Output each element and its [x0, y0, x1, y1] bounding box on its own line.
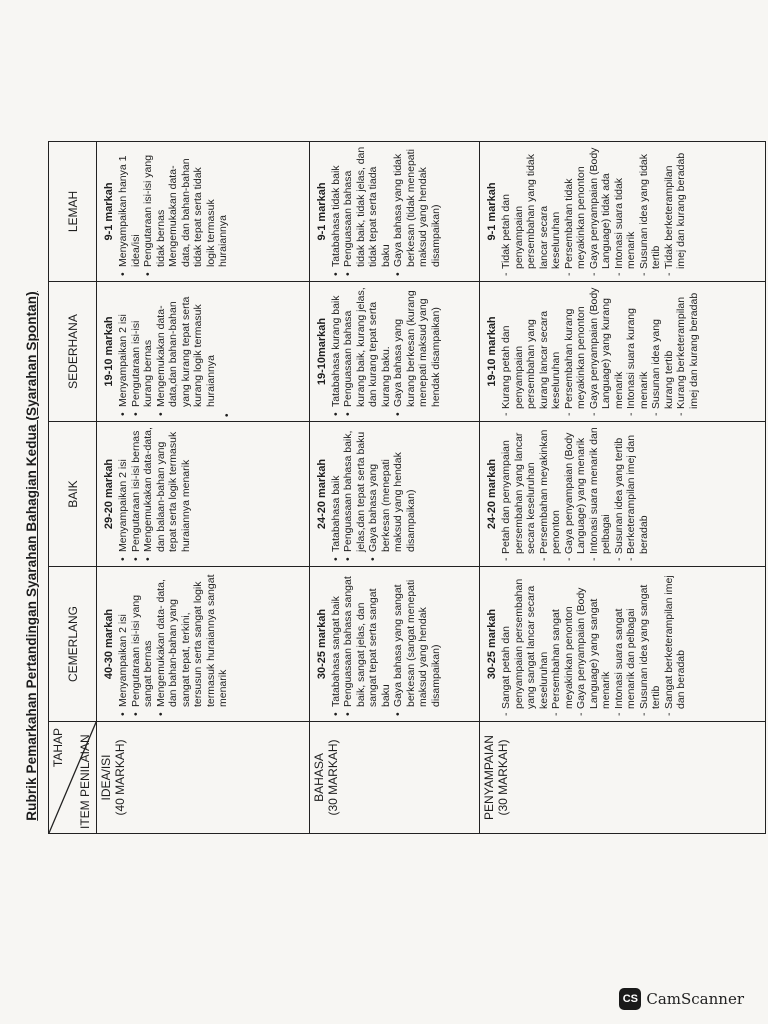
row-penyampaian [480, 142, 766, 834]
camscanner-watermark [619, 988, 744, 1010]
mark-range: 29-20 markah [103, 458, 116, 530]
criterion-cell [309, 722, 479, 834]
criterion-marks: (30 MARKAH) [496, 739, 511, 816]
mark-range: 30-25 markah [315, 608, 328, 680]
mark-range: 40-30 markah [103, 608, 116, 680]
mark-range: 9-1 markah [103, 182, 116, 241]
descriptor: • Menyampaikan 2 isi [117, 571, 130, 707]
level-header-lemah: LEMAH [49, 142, 97, 282]
descriptor: • Gaya bahasa yang tidak berkesan (tidak menepati maksud yang hendak disampaikan) [392, 146, 442, 267]
document-title: Rubrik Pemarkahan Pertandingan Syarahan Bahagian Kedua (Syarahan Spontan) [24, 291, 39, 821]
descriptor-list [117, 426, 192, 562]
descriptor: - Sangat petah dan penyampaian persembahan yang sangat lancar secara keseluruhan [500, 571, 550, 709]
descriptor: • Pengutaraan isi-isi yang sangat bernas [130, 571, 155, 707]
descriptor: • Pengutaraan isi-isi kurang bernas [130, 286, 155, 407]
level-header-cemerlang: CEMERLANG [49, 567, 97, 722]
descriptor: • Penguasaan bahasa baik, jelas,dan tepat serta baku [342, 426, 367, 552]
descriptor: • Mengemukakan data-data, dan balaan-bahan yang tepat serta logik termasuk huraiannya menarik [142, 426, 192, 552]
descriptor: - Susunan idea yang sangat tertib [638, 571, 663, 709]
descriptor: - Intonasi suara kurang menarik [625, 286, 650, 409]
descriptor-list [330, 571, 443, 717]
mark-range: 9-1 markah [486, 182, 499, 241]
descriptor: • Gaya bahasa yang sangat berkesan (sangat menepati maksud yang hendak disampaikan) [392, 571, 442, 707]
mark-range: 19-10 markah [486, 316, 499, 387]
header-row [49, 142, 97, 834]
descriptor: - Persembahan meyakinkan penonton [538, 426, 563, 554]
descriptor-list [330, 146, 443, 277]
descriptor: - Persembahan sangat meyakinkan penonton [550, 571, 575, 709]
descriptor: • Pengutaraan isi-isi yang tidak bernas Mengemukakan data-data, dan bahan-bahan tidak tepat serta tidak logik termasuk huraiannya [142, 146, 230, 267]
descriptor: • Penguasaan bahasa sangat baik, sangat jelas, dan sangat tepat serta sangat baku [342, 571, 392, 707]
descriptor-list [500, 286, 700, 417]
score-cell [97, 422, 310, 567]
descriptor-list [330, 426, 418, 562]
item-penilaian-label: ITEM PENILAIAN [78, 734, 93, 829]
mark-range: 30-25 markah [486, 608, 499, 680]
descriptor: - Kurang petah dan penyampaian persembahan yang kurang lancar secara keseluruhan [500, 286, 563, 409]
criterion-name: BAHASA [311, 753, 326, 802]
descriptor: - Kurang berketerampilan imej dan kurang beradab [675, 286, 700, 409]
descriptor: - Persembahan kurang meyakinkan penonton [563, 286, 588, 409]
descriptor: - Gaya penyampaian (Body Language) yang menarik [563, 426, 588, 554]
mark-range: 9-1 markah [315, 182, 328, 241]
descriptor: - Gaya penyampaian (Body Language) yang kurang menarik [588, 286, 626, 409]
mark-range: 24-20 markah [315, 458, 328, 530]
descriptor-list [500, 426, 650, 562]
score-cell [480, 142, 766, 282]
mark-range: 19-10 markah [103, 316, 116, 387]
tahap-label: TAHAP [51, 728, 65, 768]
criterion-cell [480, 722, 766, 834]
descriptor: • Gaya bahasa yang berkesan (menepati maksud yang hendak disampaikan) [367, 426, 417, 552]
descriptor: - Intonasi suara menarik dan pelbagai [588, 426, 613, 554]
level-header-baik: BAIK [49, 422, 97, 567]
descriptor: • Mengemukakan data-data,dan bahan-bahan yang kurang tepat serta kurang logik termasuk huraiannya [155, 286, 218, 407]
mark-range: 24-20 markah [486, 458, 499, 530]
descriptor: • Gaya bahasa yang kurang berkesan (kurang menepati maksud yang hendak disampaikan) [392, 286, 442, 407]
descriptor: - Persembahan tidak meyakinkan penonton [563, 146, 588, 269]
descriptor: • Penguasaan bahasa tidak baik, tidak jelas, dan tidak tepat serta tiada baku [342, 146, 392, 267]
score-cell [309, 422, 479, 567]
descriptor: • Penguasaan bahasa kurang baik, kurang jelas, dan kurang tepat serta kurang baku. [342, 286, 392, 407]
score-cell [309, 567, 479, 722]
descriptor: • Menyampaikan hanya 1 idea/isi [117, 146, 142, 267]
descriptor: • Tatabahasa tidak baik [330, 146, 343, 267]
level-header-sederhana: SEDERHANA [49, 282, 97, 422]
row-idea-isi [97, 142, 310, 834]
criterion-cell [97, 722, 310, 834]
camscanner-label: CamScanner [646, 990, 744, 1008]
descriptor: • Tatabahasa baik [330, 426, 343, 552]
score-cell [309, 282, 479, 422]
descriptor: - Intonasi suara sangat menarik dan pelbagai [613, 571, 638, 709]
score-cell [97, 567, 310, 722]
score-cell [480, 282, 766, 422]
rotated-sheet [0, 128, 768, 1024]
score-cell [480, 567, 766, 722]
descriptor: • Menyampaikan 2 isi [117, 286, 130, 407]
descriptor: • Tatabahasa sangat baik [330, 571, 343, 707]
score-cell [309, 142, 479, 282]
descriptor: - Susunan idea yang tertib [613, 426, 626, 554]
row-bahasa [309, 142, 479, 834]
descriptor: • Pengutaraan isi-isi bernas [130, 426, 143, 552]
descriptor: - Tidak berketerampilan imej dan kurang beradab [663, 146, 688, 269]
criterion-marks: (30 MARKAH) [325, 739, 340, 816]
score-cell [480, 422, 766, 567]
score-cell [97, 282, 310, 422]
descriptor: • Menyampaikan 2 isi [117, 426, 130, 552]
descriptor-list [117, 571, 230, 717]
header-corner [49, 722, 97, 834]
descriptor: - Susunan idea yang tidak tertib [638, 146, 663, 269]
descriptor: - Gaya penyampaian (Body Language) tidak ada [588, 146, 613, 269]
descriptor-list [500, 146, 688, 277]
descriptor: • Tatabahasa kurang baik [330, 286, 343, 407]
criterion-name: IDEA/ISI [99, 754, 114, 801]
descriptor: - Petah dan penyampaian persembahan yang lancar secara keseluruhan [500, 426, 538, 554]
stray-bullet: • [222, 413, 234, 417]
descriptor: - Tidak petah dan penyampaian persembahan yang tidak lancar secara keseluruhan [500, 146, 563, 269]
criterion-name: PENYAMPAIAN [482, 735, 497, 820]
descriptor-list [330, 286, 443, 417]
descriptor: • Mengemukakan data- data, dan bahan-bahan yang sangat tepat, terkini, tersusun serta sangat logik termasuk huraiannya sangat menarik [155, 571, 230, 707]
descriptor: - Berketerampilan imej dan beradab [625, 426, 650, 554]
descriptor: - Susunan idea yang kurang tertib [650, 286, 675, 409]
descriptor: - Gaya penyampaian (Body Language) yang sangat menarik [575, 571, 613, 709]
descriptor: - Intonasi suara tidak menarik [613, 146, 638, 269]
rubric-table [48, 141, 766, 834]
score-cell [97, 142, 310, 282]
criterion-marks: (40 MARKAH) [113, 739, 128, 816]
descriptor-list [117, 146, 230, 277]
descriptor-list [117, 286, 217, 417]
descriptor-list [500, 571, 688, 717]
descriptor: - Sangat berketerampilan imej dan beradab [663, 571, 688, 709]
camscanner-logo-icon: CS [619, 988, 641, 1010]
mark-range: 19-10markah [315, 317, 328, 386]
